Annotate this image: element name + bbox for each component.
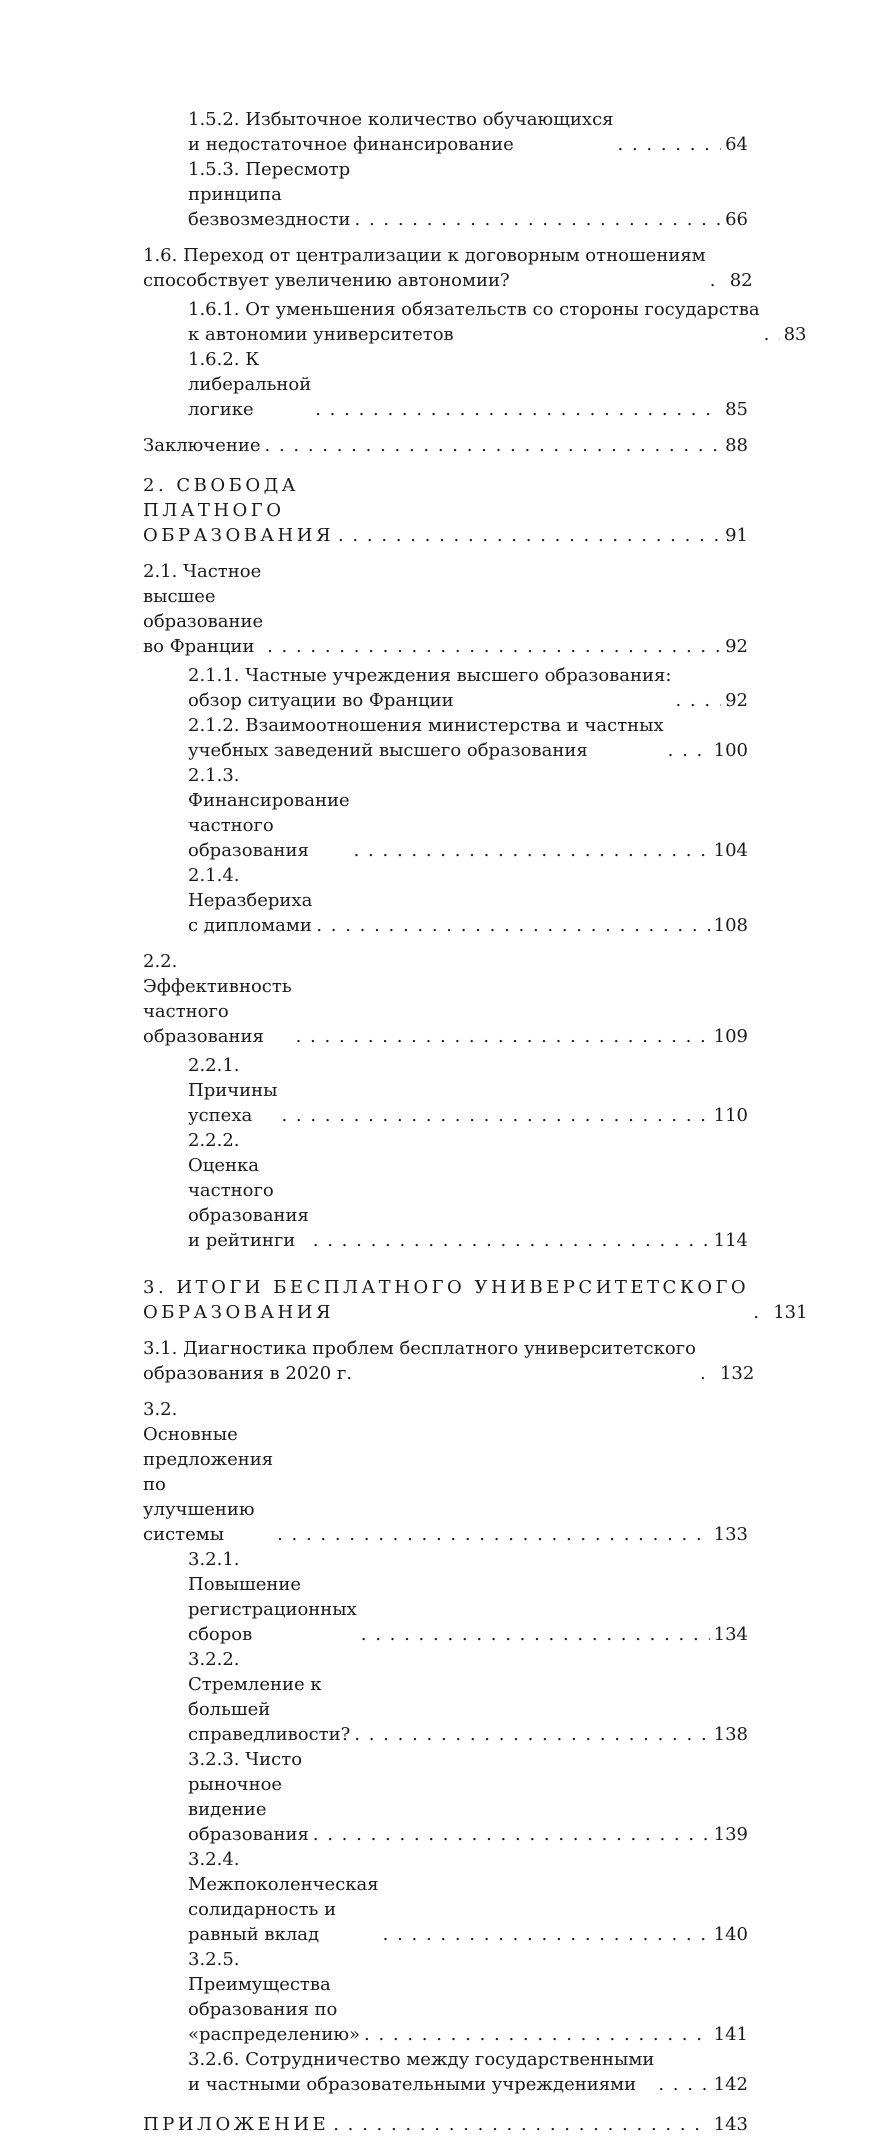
toc-page-number: 114 — [713, 1230, 748, 1251]
toc-page-number: 133 — [713, 1524, 748, 1545]
toc-entry-title: и частными образовательными учреждениями — [188, 2074, 637, 2095]
toc-entry-title: 3.2. Основные предложения по улучшению системы — [143, 1399, 274, 1545]
toc-page-number: 143 — [713, 2114, 748, 2135]
toc-entry-3-2-1[interactable] — [188, 1547, 748, 1647]
toc-entry-2-2[interactable] — [143, 949, 748, 1049]
toc-entry-2-1[interactable] — [143, 559, 748, 659]
toc-page-number: 91 — [725, 525, 748, 546]
toc-page-number: 82 — [729, 270, 753, 291]
toc-entry-title: 2.2.1. Причины успеха — [188, 1055, 278, 1126]
toc-page-number: 92 — [725, 636, 748, 657]
toc-entry-title: 3.2.2. Стремление к большей справедливости? — [188, 1649, 351, 1745]
toc-entry-title: Заключение — [143, 435, 261, 456]
dot-leader — [333, 2112, 709, 2137]
toc-page-number: 140 — [713, 1924, 748, 1945]
toc-entry-title: 3.2.3. Чисто рыночное видение образования — [188, 1749, 309, 1845]
toc-page-number: 83 — [783, 324, 807, 345]
toc-entry-3-1[interactable] — [143, 1336, 755, 1386]
toc-page-number: 88 — [725, 435, 748, 456]
toc-chapter-title: ПРИЛОЖЕНИЕ — [143, 2114, 330, 2135]
dot-leader — [710, 268, 726, 293]
toc-entry-2-1-2[interactable] — [188, 713, 748, 763]
toc-entry-title: 2.1.1. Частные учреждения высшего образования: — [188, 665, 672, 686]
dot-leader — [313, 1822, 710, 1847]
dot-leader — [265, 433, 722, 458]
toc-page-number: 109 — [713, 1026, 748, 1047]
toc-entry-title: 3.1. Диагностика проблем бесплатного университетского — [143, 1338, 696, 1359]
toc-entry-title: учебных заведений высшего образования — [188, 740, 588, 761]
toc-entry-conclusion[interactable] — [143, 433, 748, 458]
toc-entry-2-2-1[interactable] — [188, 1053, 748, 1128]
toc-entry-title: к автономии университетов — [188, 324, 454, 345]
toc-page-number: 110 — [713, 1105, 748, 1126]
dot-leader — [315, 397, 721, 422]
toc-entry-3-2-6[interactable] — [188, 2047, 748, 2097]
toc-entry-2-1-3[interactable] — [188, 763, 748, 863]
toc-entry-2-1-4[interactable] — [188, 863, 748, 938]
toc-entry-title: 2.1.2. Взаимоотношения министерства и частных — [188, 715, 664, 736]
toc-entry-title: обзор ситуации во Франции — [188, 690, 454, 711]
toc-page-number: 142 — [713, 2074, 748, 2095]
toc-entry-title: 2.2. Эффективность частного образования — [143, 951, 292, 1047]
toc-chapter-title: 2. СВОБОДА ПЛАТНОГО ОБРАЗОВАНИЯ — [143, 475, 334, 546]
dot-leader — [658, 2072, 709, 2097]
toc-page-number: 132 — [719, 1363, 755, 1384]
toc-entry-1-6[interactable] — [143, 243, 753, 293]
toc-entry-1-5-3[interactable] — [188, 157, 748, 232]
toc-entry-3-2-5[interactable] — [188, 1947, 748, 2047]
toc-chapter-title: 3. ИТОГИ БЕСПЛАТНОГО УНИВЕРСИТЕТСКОГО — [143, 1277, 750, 1298]
toc-page-number: 131 — [773, 1302, 808, 1323]
dot-leader — [277, 1522, 710, 1547]
dot-leader — [753, 1300, 769, 1325]
toc-page-number: 92 — [725, 690, 748, 711]
dot-leader — [281, 1103, 709, 1128]
toc-entry-3-2[interactable] — [143, 1397, 748, 1547]
toc-entry-title: 2.1.3. Финансирование частного образования — [188, 765, 350, 861]
dot-leader — [355, 207, 722, 232]
toc-entry-title: 1.6. Переход от централизации к договорным отношениям — [143, 245, 706, 266]
toc-entry-1-5-2[interactable] — [188, 107, 748, 157]
dot-leader — [296, 1024, 710, 1049]
table-of-contents — [143, 107, 808, 2137]
toc-entry-title: способствует увеличению автономии? — [143, 270, 510, 291]
toc-entry-1-6-1[interactable] — [188, 297, 807, 347]
dot-leader — [618, 132, 722, 157]
toc-entry-title: 2.2.2. Оценка частного образования и рейтинги — [188, 1130, 309, 1251]
toc-page-number: 139 — [713, 1824, 748, 1845]
toc-page-number: 108 — [713, 915, 748, 936]
toc-entry-title: 3.2.4. Межпоколенческая солидарность и равный вклад — [188, 1849, 379, 1945]
toc-entry-2-2-2[interactable] — [188, 1128, 748, 1253]
toc-entry-title: образования в 2020 г. — [143, 1363, 353, 1384]
toc-page-number: 134 — [713, 1624, 748, 1645]
dot-leader — [675, 688, 721, 713]
toc-entry-title: 3.2.6. Сотрудничество между государственными — [188, 2049, 655, 2070]
toc-entry-3-2-3[interactable] — [188, 1747, 748, 1847]
toc-chapter-title: ОБРАЗОВАНИЯ — [143, 1302, 334, 1323]
toc-page-number: 100 — [713, 740, 748, 761]
dot-leader — [668, 738, 710, 763]
toc-page-number: 138 — [713, 1724, 748, 1745]
toc-page-number: 64 — [725, 134, 748, 155]
dot-leader — [338, 523, 721, 548]
dot-leader — [364, 2022, 710, 2047]
toc-entry-title: 1.5.2. Избыточное количество обучающихся — [188, 109, 614, 130]
toc-page-number: 85 — [725, 399, 748, 420]
dot-leader — [354, 1722, 709, 1747]
dot-leader — [361, 1622, 710, 1647]
toc-entry-chapter-3[interactable] — [143, 1275, 808, 1325]
toc-entry-3-2-2[interactable] — [188, 1647, 748, 1747]
toc-entry-1-6-2[interactable] — [188, 347, 748, 422]
toc-entry-title: 2.1. Частное высшее образование во Франции — [143, 561, 264, 657]
toc-page-number: 66 — [725, 209, 748, 230]
toc-entry-title: 3.2.5. Преимущества образования по «распределению» — [188, 1949, 361, 2045]
toc-entry-title: и недостаточное финансирование — [188, 134, 514, 155]
dot-leader — [354, 838, 710, 863]
toc-entry-title: 1.6.2. К либеральной логике — [188, 349, 312, 420]
toc-entry-title: 1.6.1. От уменьшения обязательств со стороны государства — [188, 299, 760, 320]
dot-leader — [267, 634, 721, 659]
toc-page-number: 104 — [713, 840, 748, 861]
toc-entry-3-2-4[interactable] — [188, 1847, 748, 1947]
dot-leader — [700, 1361, 716, 1386]
dot-leader — [316, 913, 709, 938]
dot-leader — [764, 322, 780, 347]
toc-entry-chapter-2[interactable] — [143, 473, 748, 548]
toc-entry-title: 2.1.4. Неразбериха с дипломами — [188, 865, 313, 936]
toc-entry-title: 1.5.3. Пересмотр принципа безвозмездности — [188, 159, 351, 230]
dot-leader — [383, 1922, 710, 1947]
toc-entry-appendix[interactable] — [143, 2112, 748, 2137]
toc-page-number: 141 — [713, 2024, 748, 2045]
toc-entry-2-1-1[interactable] — [188, 663, 748, 713]
toc-entry-title: 3.2.1. Повышение регистрационных сборов — [188, 1549, 357, 1645]
